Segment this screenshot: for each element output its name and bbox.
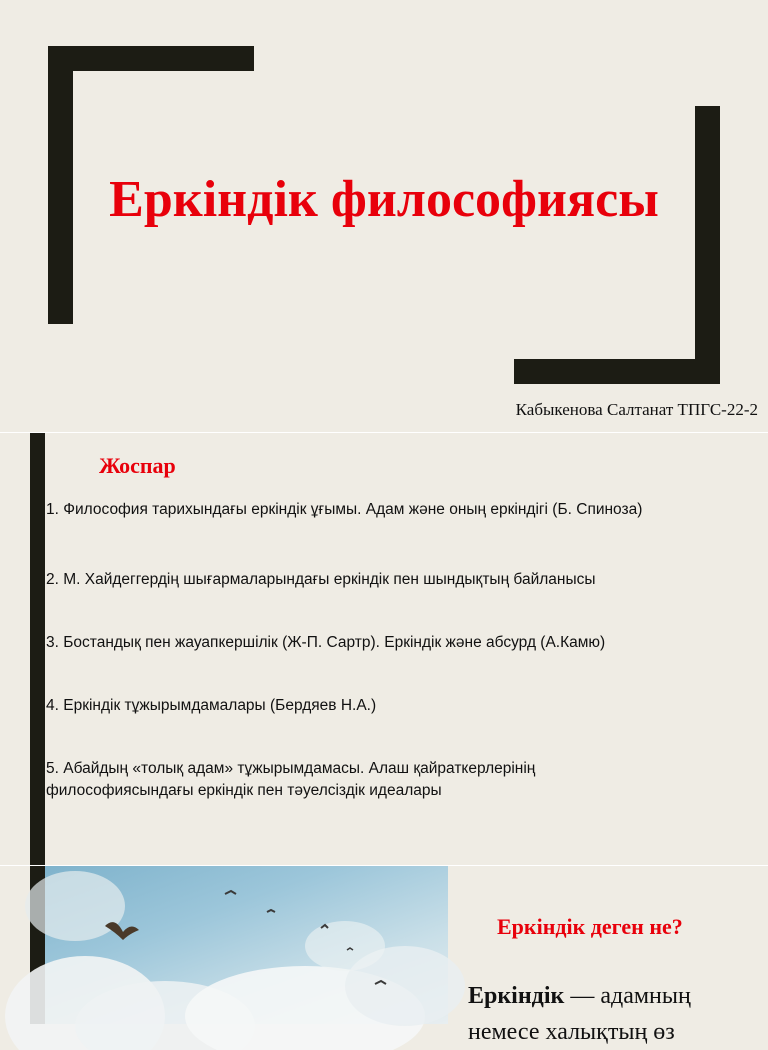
plan-item: 3. Бостандық пен жауапкершілік (Ж-П. Сартр). Еркіндік және абсурд (А.Камю) [46,634,606,651]
question-heading: Еркіндік деген не? [497,914,683,939]
definition-slide [0,866,768,1045]
plan-slide [0,433,768,865]
definition-text [468,978,768,1050]
bird-icon [105,922,139,940]
plan-item: 5. Абайдың «толық адам» тұжырымдамасы. Алаш қайраткерлерінің философиясындағы еркіндік пен тәуелсіздік идеалары [46,760,536,799]
definition-line-1: — адамның [564,983,691,1009]
side-bar [30,433,45,865]
title-slide [0,0,768,432]
plan-heading: Жоспар [99,453,176,478]
plan-item: 4. Еркіндік тұжырымдамалары (Бердяев Н.А.) [46,697,377,714]
author-name: Кабыкенова Салтанат ТПГС-22-2 [515,400,758,419]
definition-line-2: немесе халықтың өз [468,1019,675,1045]
plan-item: 2. М. Хайдеггердің шығармаларындағы еркіндік пен шындықтың байланысы [46,571,596,588]
plan-item: 1. Философия тарихындағы еркіндік ұғымы. Адам және оның еркіндігі (Б. Спиноза) [46,501,643,518]
bottom-right-bracket [514,106,720,384]
definition-term: Еркіндік [468,983,565,1009]
sky-birds-image [45,866,448,1024]
presentation-title: Еркіндік философиясы [109,171,659,228]
